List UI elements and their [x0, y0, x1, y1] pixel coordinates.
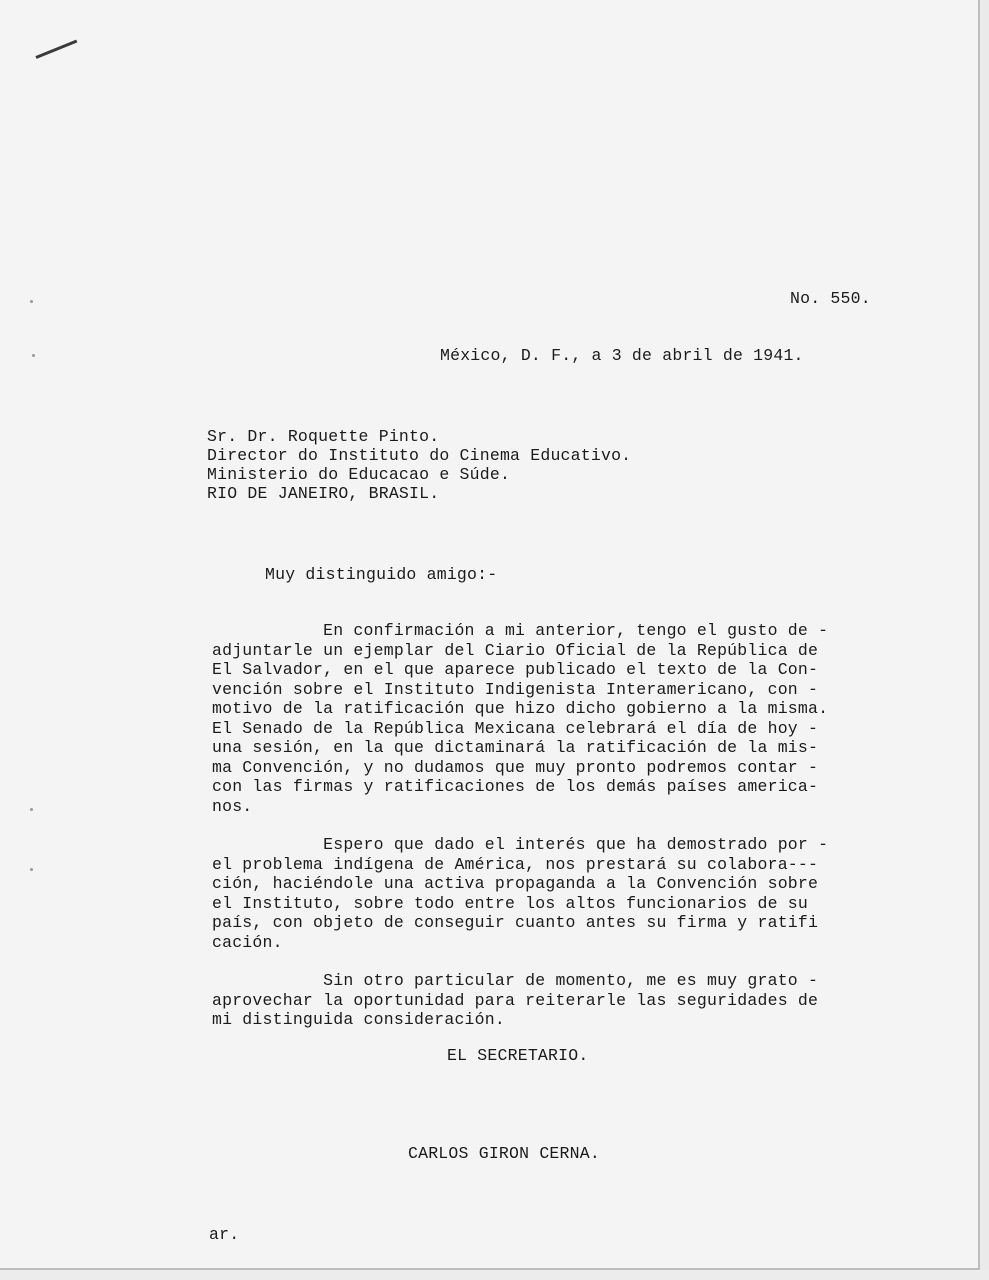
recipient-line-1: Sr. Dr. Roquette Pinto.	[207, 427, 440, 446]
margin-speck	[30, 300, 33, 303]
margin-speck	[30, 868, 33, 871]
closing-title: EL SECRETARIO.	[447, 1046, 589, 1065]
margin-speck	[32, 354, 35, 357]
body-paragraph-1: En confirmación a mi anterior, tengo el gusto de - adjuntarle un ejemplar del Ciario Oficial de la República de El Salvador, en el que aparece publicado el texto de la Con- vención sobre el Instituto Indigenista Interamericano, con - motivo de la ratificación que hizo dicho gobierno a la misma. El Senado de la República Mexicana celebrará el día de hoy - una sesión, en la que dictaminará la ratificación de la mis- ma Convención, y no dudamos que muy pronto podremos contar - con las firmas y ratificaciones de los demás países america- nos.	[212, 621, 829, 816]
recipient-line-4: RIO DE JANEIRO, BRASIL.	[207, 484, 440, 503]
typist-initials: ar.	[209, 1225, 240, 1244]
page-edge	[980, 0, 989, 1280]
letter-number: No. 550.	[790, 289, 871, 308]
pen-mark	[35, 40, 77, 59]
recipient-line-3: Ministerio do Educacao e Súde.	[207, 465, 511, 484]
salutation: Muy distinguido amigo:-	[265, 565, 498, 584]
body-paragraph-3: Sin otro particular de momento, me es muy grato - aprovechar la oportunidad para reiterarle las seguridades de mi distinguida consideración.	[212, 971, 819, 1029]
place-date: México, D. F., a 3 de abril de 1941.	[440, 346, 804, 365]
signatory-name: CARLOS GIRON CERNA.	[408, 1144, 600, 1163]
margin-speck	[30, 808, 33, 811]
recipient-line-2: Director do Instituto do Cinema Educativo.	[207, 446, 632, 465]
body-paragraph-2: Espero que dado el interés que ha demostrado por - el problema indígena de América, nos prestará su colabora--- ción, haciéndole una activa propaganda a la Convención sobre el Instituto, sobre todo entre los altos funcionarios de su país, con objeto de conseguir cuanto antes su firma y ratifi cación.	[212, 835, 829, 952]
page-bottom-edge	[0, 1270, 989, 1280]
